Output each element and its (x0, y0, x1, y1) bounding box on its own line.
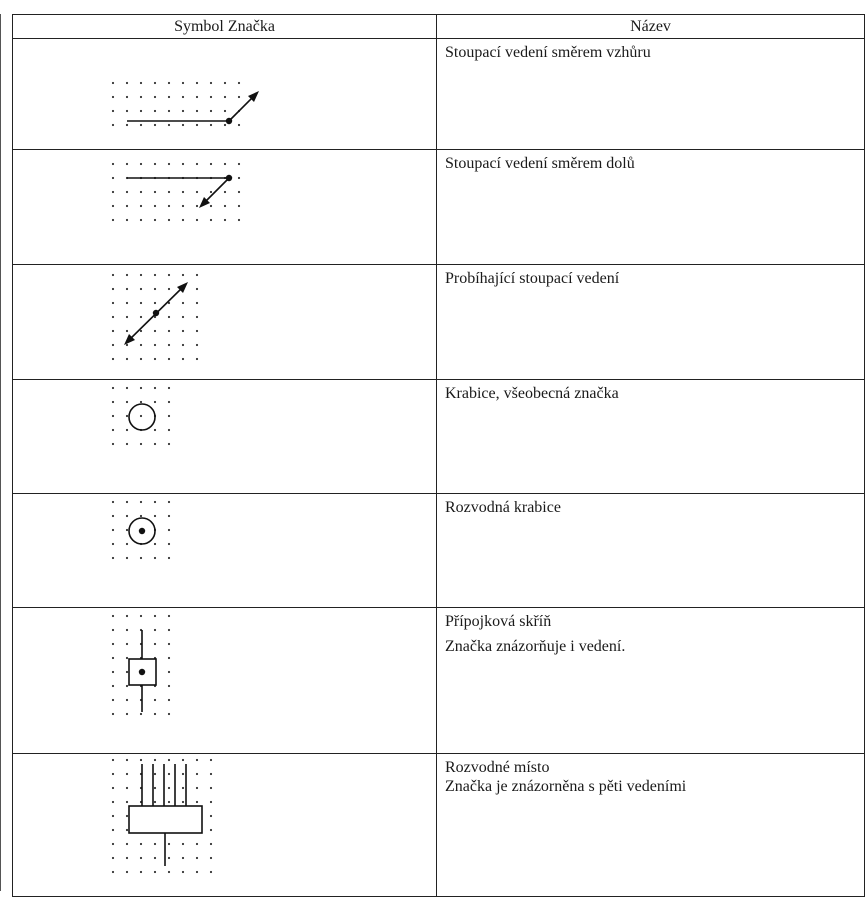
table-row (13, 265, 865, 380)
table-row (13, 494, 865, 608)
riser-upward-icon (13, 39, 437, 149)
name-cell (437, 608, 865, 754)
symbol-cell (13, 494, 437, 608)
symbol-name: Stoupací vedení směrem dolů (445, 155, 635, 172)
table-row (13, 150, 865, 265)
table-row (13, 380, 865, 494)
name-cell (437, 150, 865, 265)
junction-box-icon (13, 494, 437, 607)
symbol-cell (13, 39, 437, 150)
table-row (13, 608, 865, 754)
connection-cabinet-icon (13, 608, 437, 753)
symbol-name: Rozvodné místo (445, 759, 550, 776)
symbol-table (12, 14, 865, 897)
symbol-name: Krabice, všeobecná značka (445, 385, 619, 402)
symbol-note: Značka je znázorněna s pěti vedeními (445, 778, 687, 795)
symbol-cell (13, 380, 437, 494)
symbol-name: Přípojková skříň (445, 613, 552, 630)
name-cell (437, 39, 865, 150)
table-row (13, 754, 865, 897)
riser-through-icon (13, 265, 437, 379)
dot-grid (112, 82, 240, 126)
box-general-icon (13, 380, 437, 493)
distribution-point-icon (13, 754, 437, 896)
symbol-cell (13, 608, 437, 754)
symbol-cell (13, 150, 437, 265)
table-row (13, 39, 865, 150)
symbol-name: Stoupací vedení směrem vzhůru (445, 44, 651, 61)
table-header-row (13, 15, 865, 39)
name-cell (437, 380, 865, 494)
name-cell (437, 754, 865, 897)
scan-border-left (0, 14, 1, 891)
name-cell (437, 265, 865, 380)
symbol-column-header: Symbol Značka (13, 15, 437, 39)
symbol-name: Rozvodná krabice (445, 499, 561, 516)
name-column-header: Název (437, 15, 865, 39)
dot-grid (112, 163, 240, 221)
symbol-cell (13, 265, 437, 380)
symbol-note: Značka znázorňuje i vedení. (445, 638, 626, 655)
riser-downward-icon (13, 150, 437, 264)
symbol-cell (13, 754, 437, 897)
dot-grid (112, 387, 170, 445)
name-cell (437, 494, 865, 608)
symbol-name: Probíhající stoupací vedení (445, 270, 620, 287)
